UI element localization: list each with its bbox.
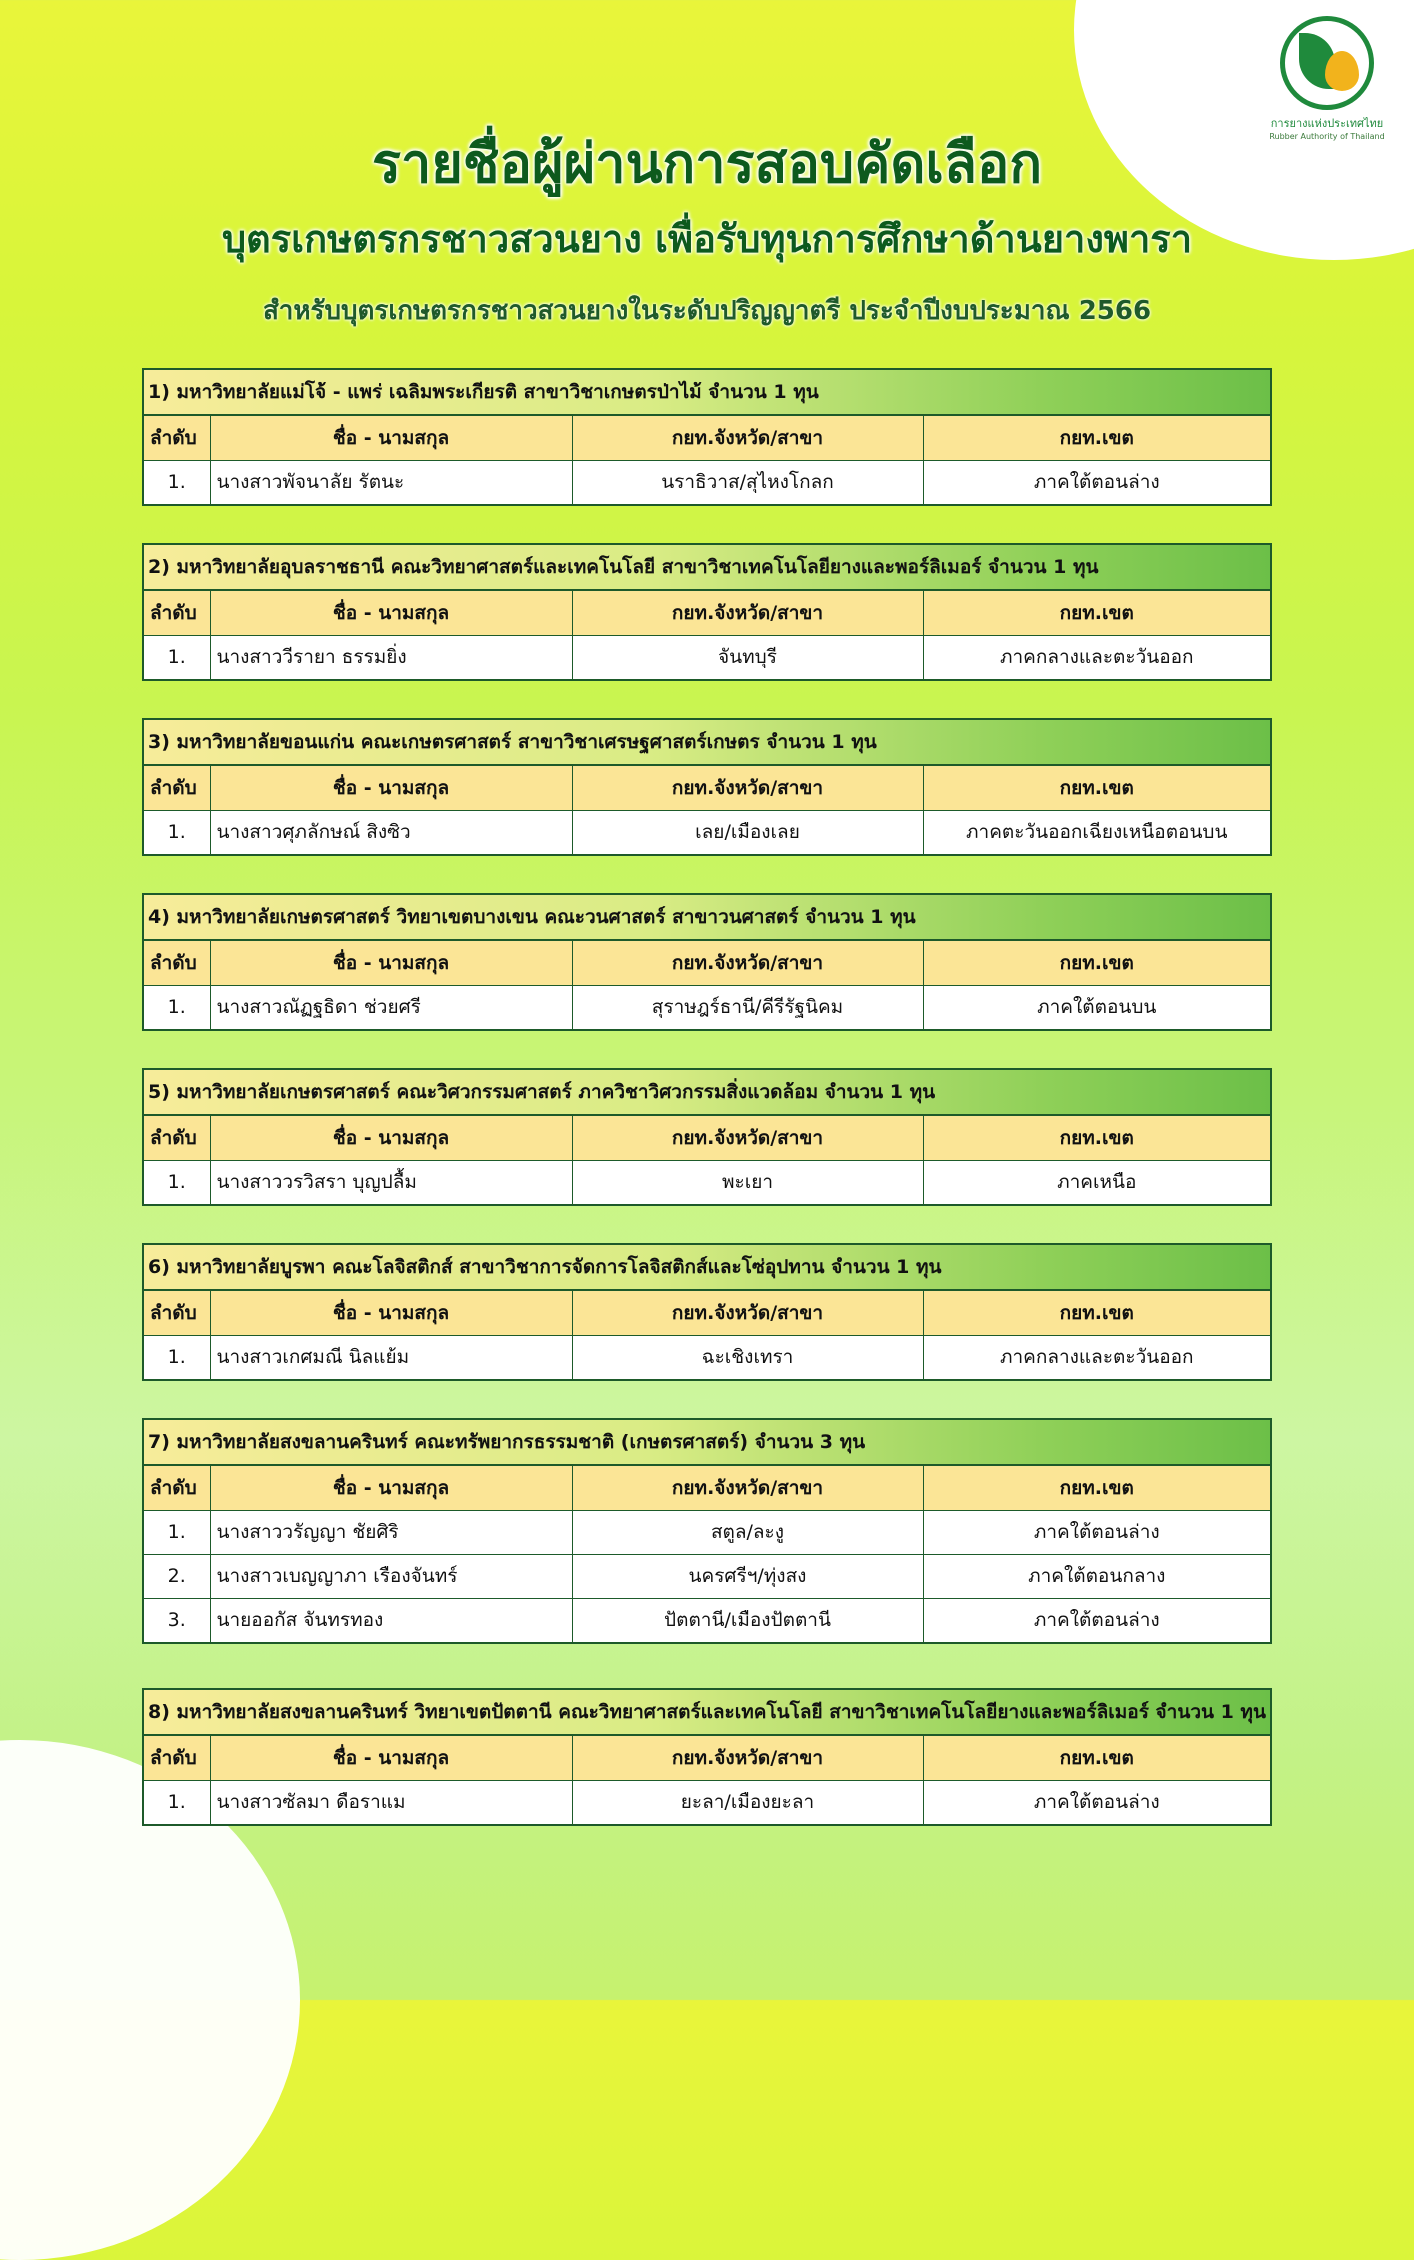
logo-name-th: การยางแห่งประเทศไทย: [1270, 117, 1384, 130]
table-row: [144, 985, 1270, 1029]
column-header: กยท.เขต: [923, 941, 1270, 985]
column-header: กยท.จังหวัด/สาขา: [572, 1466, 923, 1510]
table-row: [144, 1510, 1270, 1554]
region: ภาคใต้ตอนล่าง: [923, 1510, 1270, 1554]
rubber-leaf-drop-icon: [1280, 16, 1374, 110]
column-header: กยท.จังหวัด/สาขา: [572, 766, 923, 810]
table-header-row: [144, 416, 1270, 460]
section-heading: 8) มหาวิทยาลัยสงขลานครินทร์ วิทยาเขตปัตตานี คณะวิทยาศาสตร์และเทคโนโลยี สาขาวิชาเทคโนโลยียางและพอร์ลิเมอร์ จำนวน 1 ทุน: [144, 1690, 1270, 1736]
column-header: กยท.จังหวัด/สาขา: [572, 1291, 923, 1335]
column-header: ลำดับ: [144, 416, 210, 460]
province-branch: พะเยา: [572, 1160, 923, 1204]
region: ภาคตะวันออกเฉียงเหนือตอนบน: [923, 810, 1270, 854]
column-header: กยท.จังหวัด/สาขา: [572, 1736, 923, 1780]
recipients-table: [144, 416, 1270, 504]
column-header: ลำดับ: [144, 1736, 210, 1780]
recipients-table: [144, 766, 1270, 854]
table-row: [144, 635, 1270, 679]
province-branch: จันทบุรี: [572, 635, 923, 679]
row-number: 1.: [144, 1780, 210, 1824]
region: ภาคใต้ตอนล่าง: [923, 460, 1270, 504]
row-number: 2.: [144, 1554, 210, 1598]
column-header: ชื่อ - นามสกุล: [210, 416, 572, 460]
scholarship-section: [142, 543, 1272, 681]
column-header: กยท.เขต: [923, 1466, 1270, 1510]
province-branch: นราธิวาส/สุไหงโกลก: [572, 460, 923, 504]
column-header: ชื่อ - นามสกุล: [210, 1466, 572, 1510]
region: ภาคกลางและตะวันออก: [923, 1335, 1270, 1379]
scholarship-section: [142, 1688, 1272, 1826]
recipient-name: นางสาวพัจนาลัย รัตนะ: [210, 460, 572, 504]
column-header: กยท.จังหวัด/สาขา: [572, 416, 923, 460]
scholarship-section: [142, 1418, 1272, 1644]
province-branch: ยะลา/เมืองยะลา: [572, 1780, 923, 1824]
section-heading: 1) มหาวิทยาลัยแม่โจ้ - แพร่ เฉลิมพระเกียรติ สาขาวิชาเกษตรป่าไม้ จำนวน 1 ทุน: [144, 370, 1270, 416]
table-row: [144, 1335, 1270, 1379]
scholarship-section: [142, 893, 1272, 1031]
province-branch: นครศรีฯ/ทุ่งสง: [572, 1554, 923, 1598]
table-header-row: [144, 1466, 1270, 1510]
page-title: รายชื่อผู้ผ่านการสอบคัดเลือก: [371, 132, 1043, 195]
table-row: [144, 1598, 1270, 1642]
table-row: [144, 1780, 1270, 1824]
column-header: กยท.เขต: [923, 416, 1270, 460]
table-header-row: [144, 1736, 1270, 1780]
row-number: 1.: [144, 460, 210, 504]
column-header: ลำดับ: [144, 766, 210, 810]
column-header: กยท.จังหวัด/สาขา: [572, 941, 923, 985]
section-heading: 3) มหาวิทยาลัยขอนแก่น คณะเกษตรศาสตร์ สาขาวิชาเศรษฐศาสตร์เกษตร จำนวน 1 ทุน: [144, 720, 1270, 766]
row-number: 1.: [144, 1335, 210, 1379]
table-header-row: [144, 591, 1270, 635]
region: ภาคใต้ตอนล่าง: [923, 1780, 1270, 1824]
column-header: ลำดับ: [144, 591, 210, 635]
region: ภาคใต้ตอนกลาง: [923, 1554, 1270, 1598]
column-header: ชื่อ - นามสกุล: [210, 1291, 572, 1335]
column-header: กยท.เขต: [923, 1736, 1270, 1780]
row-number: 1.: [144, 985, 210, 1029]
page-subtitle: บุตรเกษตรกรชาวสวนยาง เพื่อรับทุนการศึกษาด้านยางพารา: [221, 217, 1193, 261]
column-header: กยท.จังหวัด/สาขา: [572, 591, 923, 635]
scholarship-section: [142, 368, 1272, 506]
region: ภาคกลางและตะวันออก: [923, 635, 1270, 679]
scholarship-section: [142, 1243, 1272, 1381]
column-header: ลำดับ: [144, 1291, 210, 1335]
scholarship-section: [142, 1068, 1272, 1206]
recipients-table: [144, 1116, 1270, 1204]
recipient-name: นายออกัส จันทรทอง: [210, 1598, 572, 1642]
region: ภาคเหนือ: [923, 1160, 1270, 1204]
recipient-name: นางสาวเบญญาภา เรืองจันทร์: [210, 1554, 572, 1598]
recipient-name: นางสาววีรายา ธรรมยิ่ง: [210, 635, 572, 679]
recipient-name: นางสาวณัฏฐธิดา ช่วยศรี: [210, 985, 572, 1029]
table-row: [144, 460, 1270, 504]
recipient-name: นางสาวศุภลักษณ์ สิงซิว: [210, 810, 572, 854]
column-header: ชื่อ - นามสกุล: [210, 591, 572, 635]
row-number: 1.: [144, 810, 210, 854]
recipient-name: นางสาวเกศมณี นิลแย้ม: [210, 1335, 572, 1379]
column-header: กยท.เขต: [923, 591, 1270, 635]
section-heading: 2) มหาวิทยาลัยอุบลราชธานี คณะวิทยาศาสตร์และเทคโนโลยี สาขาวิชาเทคโนโลยียางและพอร์ลิเมอร์ จำนวน 1 ทุน: [144, 545, 1270, 591]
column-header: ชื่อ - นามสกุล: [210, 941, 572, 985]
column-header: ชื่อ - นามสกุล: [210, 1736, 572, 1780]
logo-name-en: Rubber Authority of Thailand: [1269, 132, 1385, 141]
table-header-row: [144, 1291, 1270, 1335]
recipients-table: [144, 591, 1270, 679]
column-header: ลำดับ: [144, 1466, 210, 1510]
region: ภาคใต้ตอนบน: [923, 985, 1270, 1029]
province-branch: ฉะเชิงเทรา: [572, 1335, 923, 1379]
column-header: กยท.เขต: [923, 1116, 1270, 1160]
region: ภาคใต้ตอนล่าง: [923, 1598, 1270, 1642]
recipients-table: [144, 1466, 1270, 1642]
recipient-name: นางสาวซัลมา ดือราแม: [210, 1780, 572, 1824]
recipients-table: [144, 1291, 1270, 1379]
column-header: ลำดับ: [144, 1116, 210, 1160]
scholarship-section: [142, 718, 1272, 856]
row-number: 1.: [144, 1510, 210, 1554]
table-header-row: [144, 941, 1270, 985]
province-branch: ปัตตานี/เมืองปัตตานี: [572, 1598, 923, 1642]
section-heading: 7) มหาวิทยาลัยสงขลานครินทร์ คณะทรัพยากรธรรมชาติ (เกษตรศาสตร์) จำนวน 3 ทุน: [144, 1420, 1270, 1466]
section-heading: 4) มหาวิทยาลัยเกษตรศาสตร์ วิทยาเขตบางเขน คณะวนศาสตร์ สาขาวนศาสตร์ จำนวน 1 ทุน: [144, 895, 1270, 941]
column-header: ลำดับ: [144, 941, 210, 985]
recipient-name: นางสาววรัญญา ชัยศิริ: [210, 1510, 572, 1554]
table-row: [144, 1554, 1270, 1598]
table-header-row: [144, 766, 1270, 810]
row-number: 1.: [144, 635, 210, 679]
section-heading: 6) มหาวิทยาลัยบูรพา คณะโลจิสติกส์ สาขาวิชาการจัดการโลจิสติกส์และโซ่อุปทาน จำนวน 1 ทุน: [144, 1245, 1270, 1291]
table-header-row: [144, 1116, 1270, 1160]
table-row: [144, 1160, 1270, 1204]
column-header: กยท.จังหวัด/สาขา: [572, 1116, 923, 1160]
column-header: ชื่อ - นามสกุล: [210, 1116, 572, 1160]
row-number: 1.: [144, 1160, 210, 1204]
section-heading: 5) มหาวิทยาลัยเกษตรศาสตร์ คณะวิศวกรรมศาสตร์ ภาควิชาวิศวกรรมสิ่งแวดล้อม จำนวน 1 ทุน: [144, 1070, 1270, 1116]
column-header: กยท.เขต: [923, 766, 1270, 810]
recipients-table: [144, 1736, 1270, 1824]
table-row: [144, 810, 1270, 854]
recipients-table: [144, 941, 1270, 1029]
province-branch: สุราษฎร์ธานี/คีรีรัฐนิคม: [572, 985, 923, 1029]
column-header: ชื่อ - นามสกุล: [210, 766, 572, 810]
province-branch: สตูล/ละงู: [572, 1510, 923, 1554]
column-header: กยท.เขต: [923, 1291, 1270, 1335]
province-branch: เลย/เมืองเลย: [572, 810, 923, 854]
page-tagline: สำหรับบุตรเกษตรกรชาวสวนยางในระดับปริญญาตรี ประจำปีงบประมาณ 2566: [262, 296, 1152, 326]
recipient-name: นางสาววรวิสรา บุญปลื้ม: [210, 1160, 572, 1204]
row-number: 3.: [144, 1598, 210, 1642]
